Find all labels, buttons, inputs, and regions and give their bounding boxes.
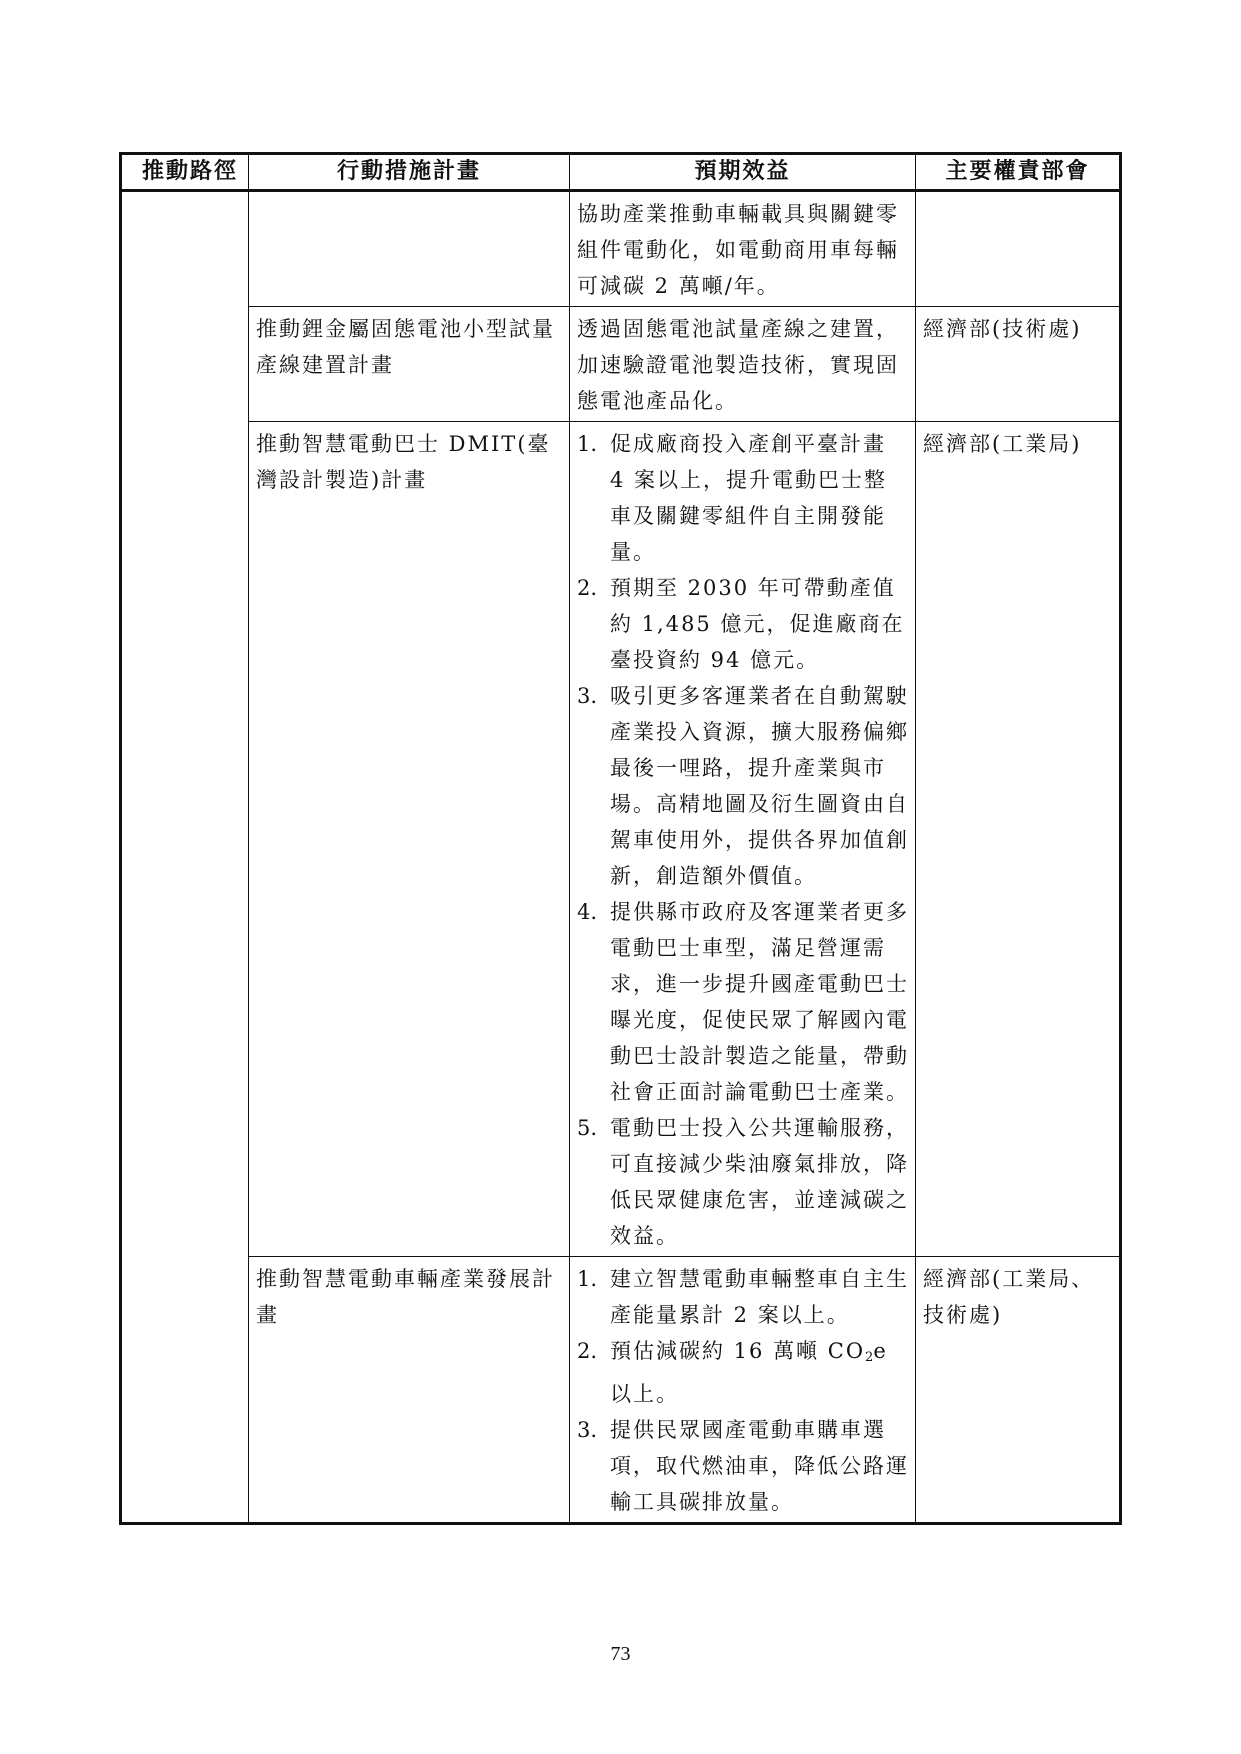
header-benefit: 預期效益 (570, 154, 916, 191)
plan-cell: 推動智慧電動車輛產業發展計畫 (249, 1257, 570, 1524)
action-plan-table (119, 152, 1122, 1525)
benefit-cell: 透過固態電池試量產線之建置，加速驗證電池製造技術，實現固態電池產品化。 (570, 307, 916, 422)
item-number: 2. (577, 576, 598, 600)
item-text: 促成廠商投入產創平臺計畫 4 案以上，提升電動巴士整車及關鍵零組件自主開發能量。 (610, 432, 888, 564)
list-item (577, 1333, 909, 1412)
subscript: 2 (865, 1350, 874, 1365)
item-number: 1. (577, 432, 598, 456)
item-number: 3. (577, 684, 598, 708)
item-text: 提供縣市政府及客運業者更多電動巴士車型，滿足營運需求，進一步提升國產電動巴士曝光度，促使民眾了解國內電動巴士設計製造之能量，帶動社會正面討論電動巴士產業。 (610, 900, 909, 1104)
header-dept: 主要權責部會 (916, 154, 1121, 191)
table-row (121, 422, 1121, 1257)
dept-cell: 經濟部(工業局) (916, 422, 1121, 1257)
list-item (577, 678, 909, 894)
benefit-cell (570, 1257, 916, 1524)
list-item (577, 1110, 909, 1254)
table-header-row (121, 154, 1121, 191)
item-text: 電動巴士投入公共運輸服務，可直接減少柴油廢氣排放，降低民眾健康危害，並達減碳之效益。 (610, 1116, 909, 1248)
dept-cell: 經濟部(技術處) (916, 307, 1121, 422)
dept-cell: 經濟部(工業局、技術處) (916, 1257, 1121, 1524)
item-number: 1. (577, 1267, 598, 1291)
list-item (577, 1261, 909, 1333)
item-text: 吸引更多客運業者在自動駕駛產業投入資源，擴大服務偏鄉最後一哩路，提升產業與市場。高精地圖及衍生圖資由自駕車使用外，提供各界加值創新，創造額外價值。 (610, 684, 909, 888)
header-plan: 行動措施計畫 (249, 154, 570, 191)
benefit-cell (570, 422, 916, 1257)
item-text: 預期至 2030 年可帶動產值約 1,485 億元，促進廠商在臺投資約 94 億元。 (610, 576, 905, 672)
item-number: 5. (577, 1116, 598, 1140)
dept-cell (916, 191, 1121, 307)
header-path: 推動路徑 (121, 154, 249, 191)
item-text-after: e 以上。 (610, 1339, 888, 1406)
page-number: 73 (610, 1643, 631, 1665)
plan-cell (249, 191, 570, 307)
item-number: 2. (577, 1339, 598, 1363)
benefit-list (577, 426, 909, 1254)
item-number: 3. (577, 1418, 598, 1442)
item-text: 建立智慧電動車輛整車自主生產能量累計 2 案以上。 (610, 1267, 909, 1327)
list-item (577, 894, 909, 1110)
list-item (577, 570, 909, 678)
table-row (121, 191, 1121, 307)
table-row (121, 307, 1121, 422)
list-item (577, 1412, 909, 1520)
plan-cell: 推動智慧電動巴士 DMIT(臺灣設計製造)計畫 (249, 422, 570, 1257)
path-cell (121, 191, 249, 1524)
benefit-cell: 協助產業推動車輛載具與關鍵零組件電動化，如電動商用車每輛可減碳 2 萬噸/年。 (570, 191, 916, 307)
list-item (577, 426, 909, 570)
item-text-before: 預估減碳約 16 萬噸 CO (610, 1339, 866, 1363)
table-row (121, 1257, 1121, 1524)
item-number: 4. (577, 900, 598, 924)
item-text: 提供民眾國產電動車購車選項，取代燃油車，降低公路運輸工具碳排放量。 (610, 1418, 909, 1514)
plan-cell: 推動鋰金屬固態電池小型試量產線建置計畫 (249, 307, 570, 422)
benefit-list (577, 1261, 909, 1520)
